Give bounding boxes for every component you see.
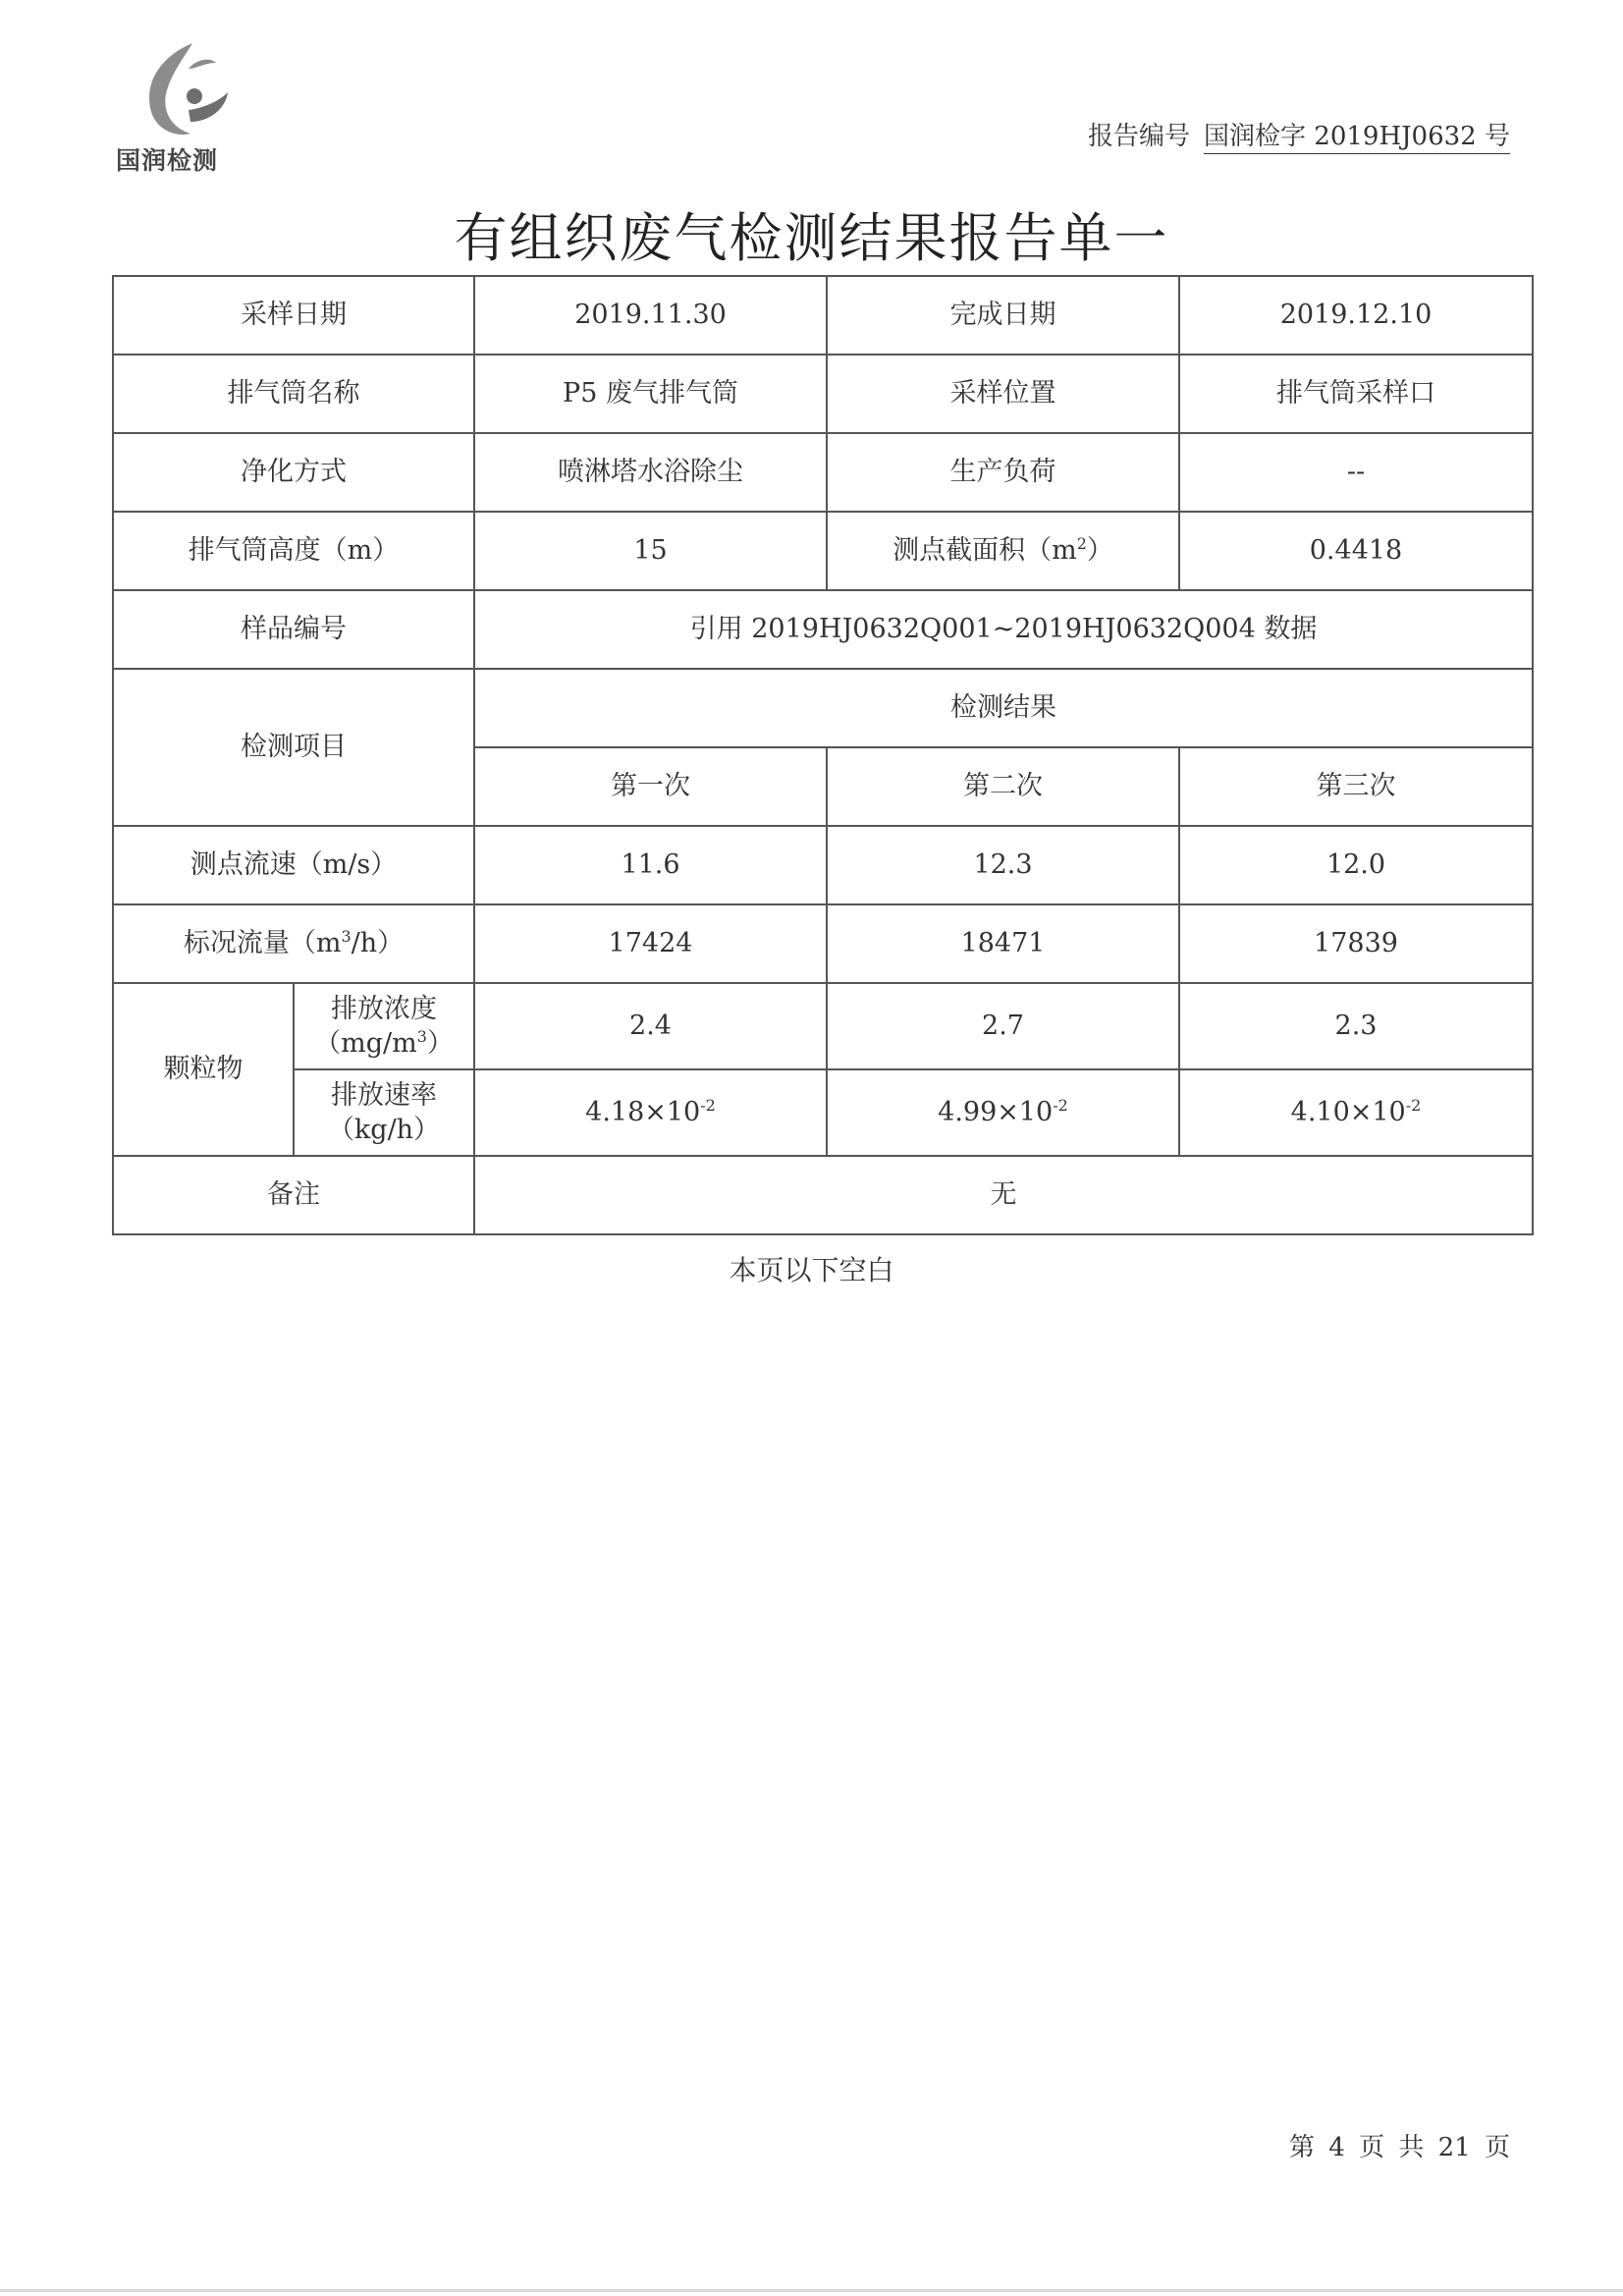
result-label: 检测结果 [474, 669, 1533, 747]
concentration-run-2: 2.7 [827, 983, 1179, 1069]
page-bottom-edge [0, 2289, 1623, 2292]
report-number [1088, 116, 1510, 152]
sample-no-label: 样品编号 [113, 590, 474, 669]
std-flow-run-2: 18471 [827, 904, 1179, 983]
sample-no-value: 引用 2019HJ0632Q001~2019HJ0632Q004 数据 [474, 590, 1533, 669]
sampling-date-label: 采样日期 [113, 276, 474, 355]
item-label: 检测项目 [113, 669, 474, 826]
run-1-header: 第一次 [474, 747, 827, 826]
blank-page-note: 本页以下空白 [729, 1254, 894, 1286]
company-logo-text: 国润检测 [116, 146, 219, 175]
cross-section-value: 0.4418 [1179, 512, 1533, 590]
run-3-header: 第三次 [1179, 747, 1533, 826]
sampling-location-label: 采样位置 [827, 355, 1179, 433]
stack-height-value: 15 [474, 512, 827, 590]
table-row [113, 826, 1533, 904]
stack-name-value: P5 废气排气筒 [474, 355, 827, 433]
concentration-label: 排放浓度 $(mg/m^3)$ [294, 983, 474, 1069]
company-logo [110, 39, 247, 177]
table-row [113, 276, 1533, 355]
std-flow-run-1: 17424 [474, 904, 827, 983]
table-row [113, 590, 1533, 669]
table-row [113, 433, 1533, 512]
rate-label: 排放速率 （kg/h） [294, 1069, 474, 1156]
report-number-label: 报告编号 [1088, 122, 1191, 151]
remark-value: 无 [474, 1156, 1533, 1234]
std-flow-label: 标况流量$(m^3/h)$ [113, 904, 474, 983]
sampling-location-value: 排气筒采样口 [1179, 355, 1533, 433]
table-row [113, 1156, 1533, 1234]
concentration-run-3: 2.3 [1179, 983, 1533, 1069]
rate-run-3: $4.10\times 10^{-2}$ [1179, 1069, 1533, 1156]
company-logo-icon [132, 39, 240, 141]
table-row [113, 1069, 1533, 1156]
purification-label: 净化方式 [113, 433, 474, 512]
table-row [113, 904, 1533, 983]
flow-velocity-run-1: 11.6 [474, 826, 827, 904]
run-2-header: 第二次 [827, 747, 1179, 826]
completion-date-value: 2019.12.10 [1179, 276, 1533, 355]
rate-run-2: $4.99\times 10^{-2}$ [827, 1069, 1179, 1156]
purification-value: 喷淋塔水浴除尘 [474, 433, 827, 512]
production-load-label: 生产负荷 [827, 433, 1179, 512]
flow-velocity-run-2: 12.3 [827, 826, 1179, 904]
flow-velocity-label: 测点流速（m/s） [113, 826, 474, 904]
stack-height-label: 排气筒高度（m） [113, 512, 474, 590]
std-flow-run-3: 17839 [1179, 904, 1533, 983]
table-row [113, 669, 1533, 747]
concentration-run-1: 2.4 [474, 983, 827, 1069]
rate-run-1: $4.18\times 10^{-2}$ [474, 1069, 827, 1156]
table-row [113, 512, 1533, 590]
table-row [113, 983, 1533, 1069]
cross-section-label: 测点截面积$(m^2)$ [827, 512, 1179, 590]
results-table [112, 275, 1534, 1235]
stack-name-label: 排气筒名称 [113, 355, 474, 433]
production-load-value: -- [1179, 433, 1533, 512]
sampling-date-value: 2019.11.30 [474, 276, 827, 355]
report-number-value: 国润检字 2019HJ0632 号 [1204, 122, 1510, 154]
page-number: 第 4 页 共 21 页 [1289, 2133, 1510, 2162]
report-title: 有组织废气检测结果报告单一 [454, 207, 1169, 269]
remark-label: 备注 [113, 1156, 474, 1234]
particulate-label: 颗粒物 [113, 983, 294, 1156]
flow-velocity-run-3: 12.0 [1179, 826, 1533, 904]
table-row [113, 355, 1533, 433]
completion-date-label: 完成日期 [827, 276, 1179, 355]
